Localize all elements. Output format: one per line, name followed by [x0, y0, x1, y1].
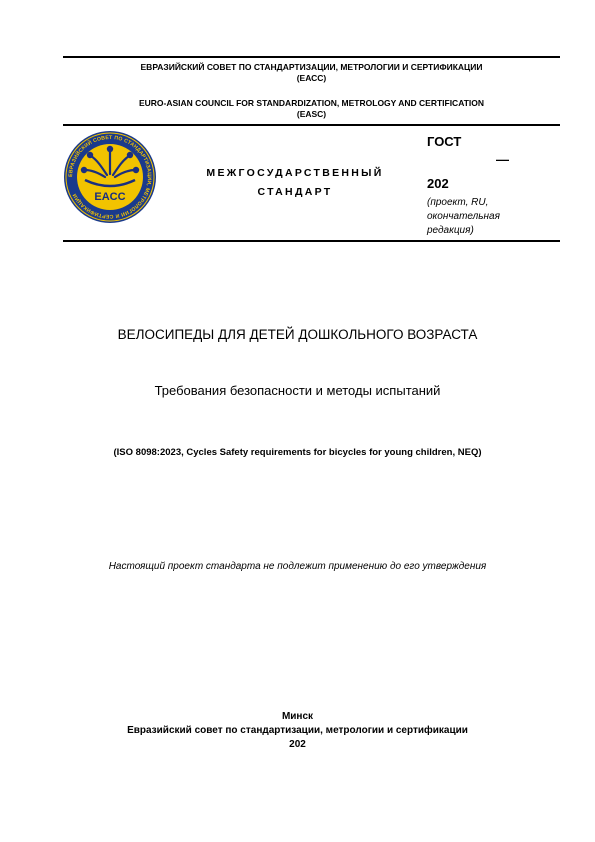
- org-name-en-line2: (EASC): [296, 108, 327, 119]
- draft-status-line1: (проект, RU,: [427, 197, 489, 208]
- footer-city: Минск: [281, 711, 314, 722]
- easc-logo: [63, 130, 157, 224]
- org-name-ru-line1: ЕВРАЗИЙСКИЙ СОВЕТ ПО СТАНДАРТИЗАЦИИ, МЕТРОЛОГИИ И СЕРТИФИКАЦИИ: [140, 62, 483, 72]
- gost-number-dash: —: [496, 152, 509, 167]
- document-subtitle: Требования безопасности и методы испытаний: [154, 383, 441, 398]
- org-name-english: [63, 98, 560, 119]
- interstate-standard-label: [180, 164, 410, 202]
- logo-text: EACC: [94, 191, 126, 203]
- draft-status-line3: редакция): [427, 225, 474, 236]
- easc-logo-icon: [63, 130, 157, 224]
- footer-year: 202: [289, 739, 306, 750]
- document-title: ВЕЛОСИПЕДЫ ДЛЯ ДЕТЕЙ ДОШКОЛЬНОГО ВОЗРАСТА: [117, 327, 478, 342]
- designation-divider: [63, 240, 560, 242]
- org-name-ru-line2: (ЕАСС): [296, 72, 327, 83]
- top-rule: [63, 56, 560, 58]
- org-name-russian: [63, 62, 560, 83]
- header-divider: [63, 124, 560, 126]
- logo-ring-text: ЕВРАЗИЙСКИЙ СОВЕТ ПО СТАНДАРТИЗАЦИИ, МЕТРОЛОГИИ И СЕРТИФИКАЦИИ: [67, 134, 153, 220]
- gost-label: ГОСТ: [427, 134, 462, 149]
- iso-reference: (ISO 8098:2023, Cycles Safety requirements for bicycles for young children, NEQ): [113, 447, 482, 458]
- interstate-line2: СТАНДАРТ: [257, 186, 333, 198]
- draft-note: Настоящий проект стандарта не подлежит применению до его утверждения: [108, 561, 487, 572]
- interstate-line1: МЕЖГОСУДАРСТВЕННЫЙ: [206, 167, 384, 179]
- gost-year: 202: [427, 176, 449, 191]
- footer-publisher: Евразийский совет по стандартизации, метрологии и сертификации: [127, 725, 468, 736]
- org-name-en-line1: EURO-ASIAN COUNCIL FOR STANDARDIZATION, METROLOGY AND CERTIFICATION: [138, 98, 485, 108]
- draft-status: [427, 196, 552, 238]
- draft-status-line2: окончательная: [427, 211, 500, 222]
